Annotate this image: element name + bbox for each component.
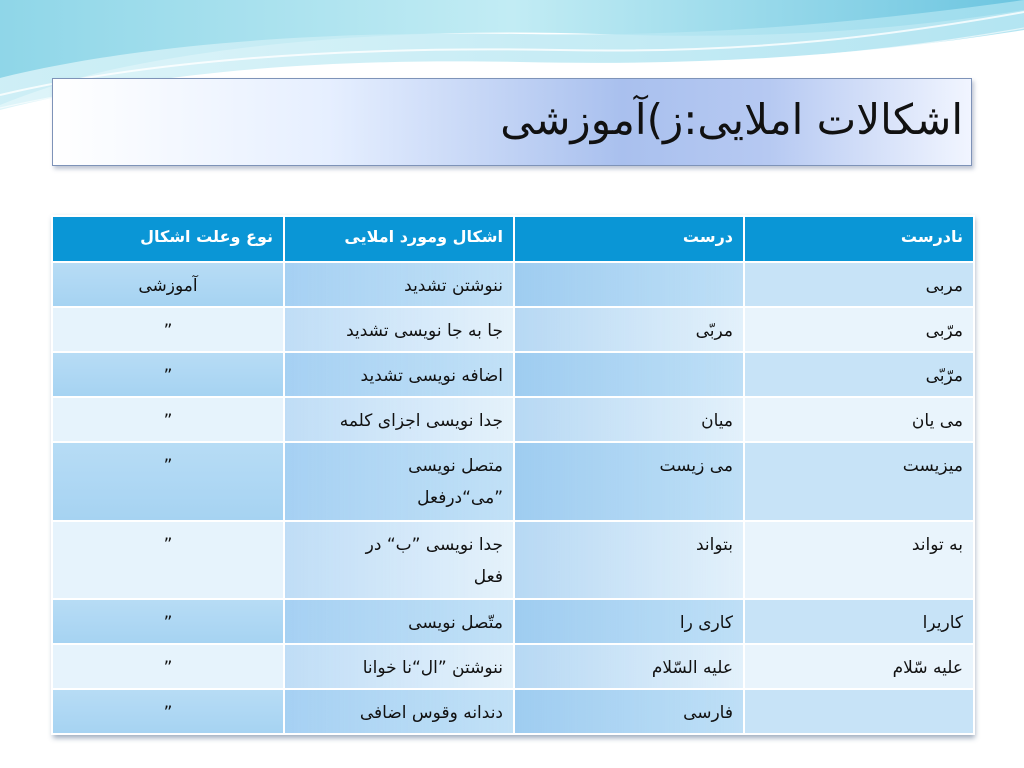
cell-type: آموزشی [52,262,284,307]
cell-right: کاری را [514,599,744,644]
header-error: اشکال ومورد املایی [284,216,514,262]
cell-error: جا به جا نویسی تشدید [284,307,514,352]
table-header-row [52,216,974,262]
cell-right [514,262,744,307]
header-wrong: نادرست [744,216,974,262]
table-row [52,352,974,397]
header-right: درست [514,216,744,262]
cell-error: متصل نویسی ”می“درفعل [284,442,514,521]
cell-type: ” [52,352,284,397]
cell-right: می زیست [514,442,744,521]
table-row [52,644,974,689]
cell-type: ” [52,307,284,352]
cell-right: فارسی [514,689,744,734]
title-box [52,78,972,166]
cell-wrong: مرّبّی [744,352,974,397]
header-type: نوع وعلت اشکال [52,216,284,262]
cell-error: ننوشتن ”ال“نا خوانا [284,644,514,689]
cell-error: جدا نویسی ”ب“ در فعل [284,521,514,599]
cell-wrong: به تواند [744,521,974,599]
cell-error: اضافه نویسی تشدید [284,352,514,397]
cell-wrong: میزیست [744,442,974,521]
cell-wrong: کاریرا [744,599,974,644]
cell-error: دندانه وقوس اضافی [284,689,514,734]
cell-right: علیه السّلام [514,644,744,689]
table-row [52,521,974,599]
cell-type: ” [52,521,284,599]
table-row [52,689,974,734]
table-row [52,599,974,644]
cell-type: ” [52,644,284,689]
cell-wrong: مربی [744,262,974,307]
cell-right: بتواند [514,521,744,599]
cell-right: مربّی [514,307,744,352]
cell-wrong: می یان [744,397,974,442]
table-row [52,307,974,352]
spelling-errors-table-wrapper [51,215,973,735]
cell-wrong [744,689,974,734]
spelling-errors-table [51,215,975,735]
cell-type: ” [52,442,284,521]
cell-type: ” [52,397,284,442]
cell-error: جدا نویسی اجزای کلمه [284,397,514,442]
cell-wrong: مرّبی [744,307,974,352]
cell-error: ننوشتن تشدید [284,262,514,307]
cell-wrong: علیه سّلام [744,644,974,689]
table-row [52,262,974,307]
cell-right [514,352,744,397]
cell-type: ” [52,689,284,734]
cell-error: متّصل نویسی [284,599,514,644]
cell-type: ” [52,599,284,644]
table-row [52,397,974,442]
slide-title: اشکالات املایی:ز)آموزشی [500,95,963,144]
table-row [52,442,974,521]
cell-right: میان [514,397,744,442]
